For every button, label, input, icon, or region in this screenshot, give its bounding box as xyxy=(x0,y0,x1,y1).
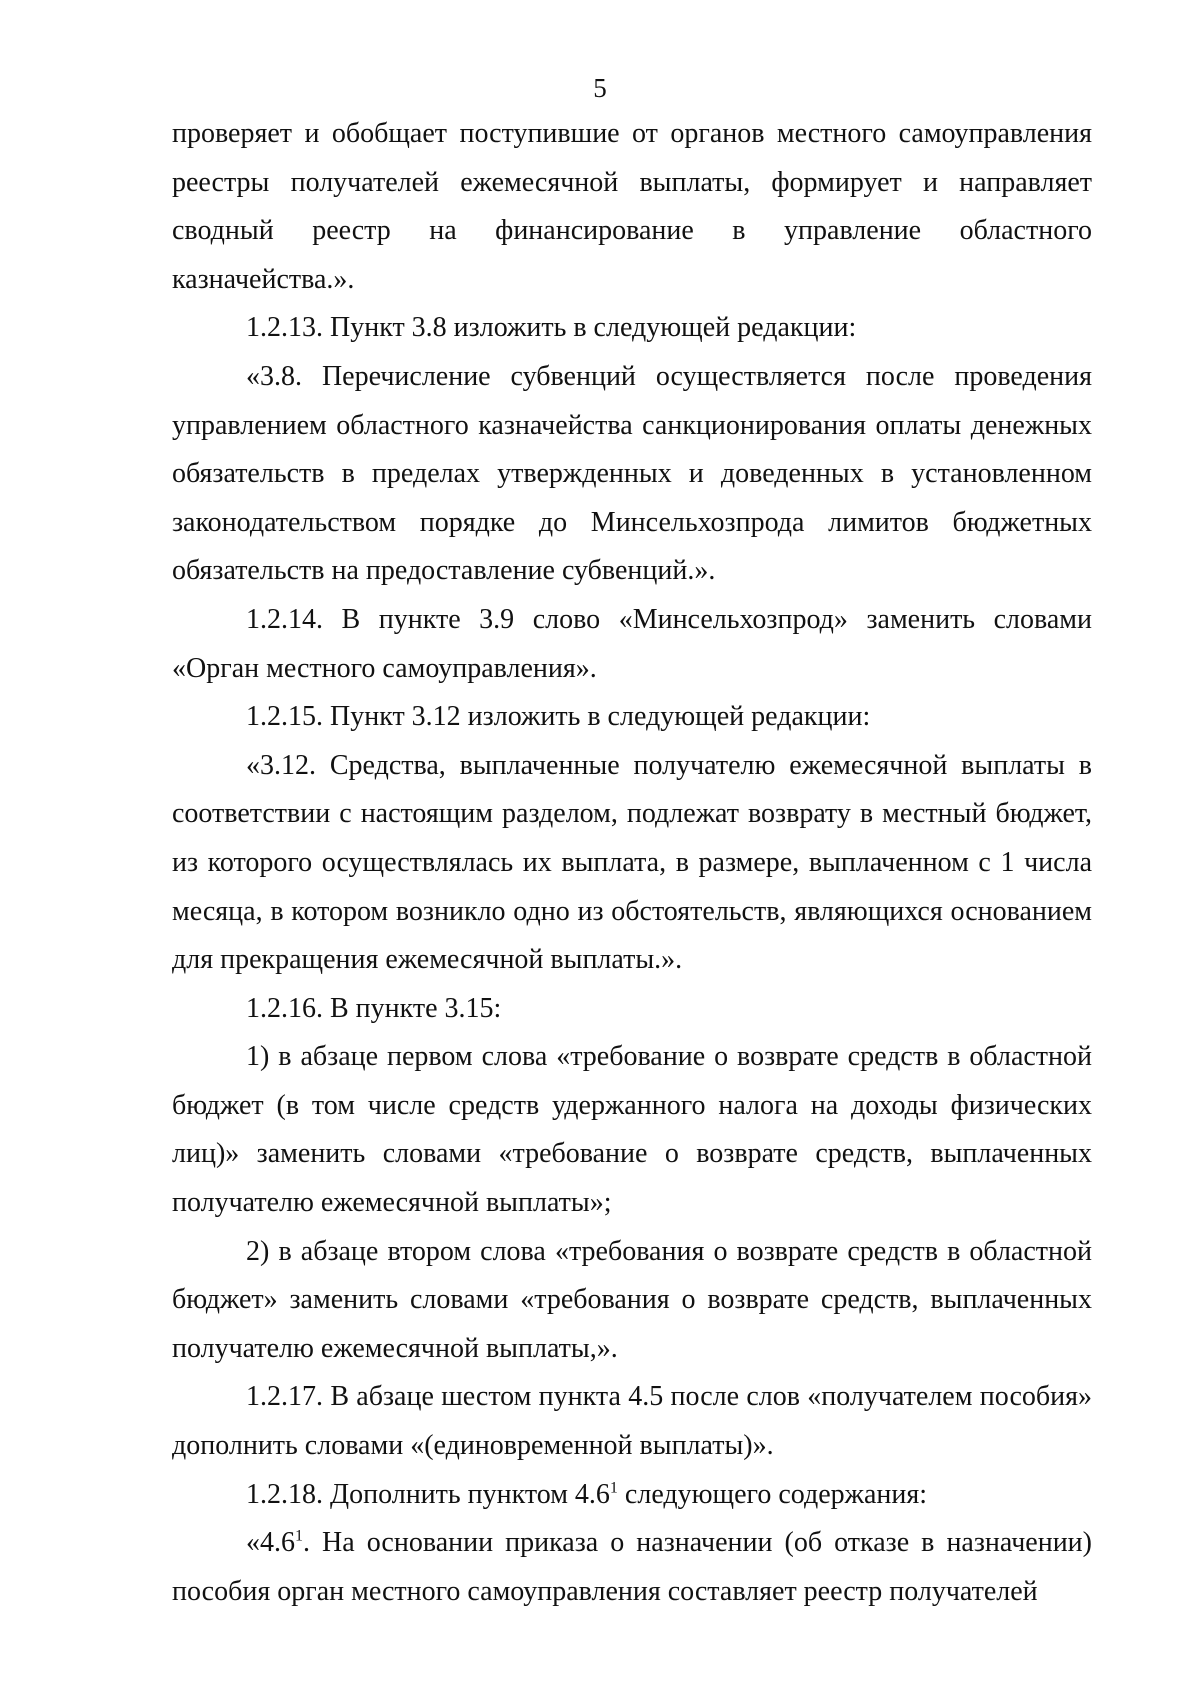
paragraph-1-2-18-text-end: следующего содержания: xyxy=(617,1478,928,1510)
paragraph-quote-3-12: «3.12. Средства, выплаченные получателю ежемесячной выплаты в соответствии с настоящим разделом, подлежат возврату в местный бюджет, из которого осуществлялась их выплата, в размере, выплаченном с 1 числа месяца, в котором возникло одно из обстоятельств, являющихся основанием для прекращения ежемесячной выплаты.». xyxy=(172,749,1092,976)
paragraph-1-2-15: 1.2.15. Пункт 3.12 изложить в следующей редакции: xyxy=(246,701,871,733)
paragraph-1-2-16-item-1: 1) в абзаце первом слова «требование о возврате средств в областной бюджет (в том числе средств удержанного налога на доходы физических лиц)» заменить словами «требование о возврате средств, выплаченных получателю ежемесячной выплаты»; xyxy=(172,1041,1092,1219)
paragraph-4-6-1-text-end: . На основании приказа о назначении (об отказе в назначении) пособия орган местного самоуправления составляет реестр получателей xyxy=(172,1527,1092,1607)
paragraph-1-2-16-item-2: 2) в абзаце втором слова «требования о возврате средств в областной бюджет» заменить словами «требования о возврате средств, выплаченных получателю ежемесячной выплаты,». xyxy=(172,1235,1092,1364)
superscript-1: 1 xyxy=(609,1479,618,1497)
paragraph-1-2-16: 1.2.16. В пункте 3.15: xyxy=(246,992,502,1024)
paragraph-4-6-1-text: «4.6 xyxy=(246,1527,295,1559)
page-number: 5 xyxy=(593,73,607,103)
paragraph-1-2-17: 1.2.17. В абзаце шестом пункта 4.5 после слов «получателем пособия» дополнить словами «(единовременной выплаты)». xyxy=(172,1381,1092,1462)
paragraph-1-2-18-text: 1.2.18. Дополнить пунктом 4.6 xyxy=(246,1478,610,1510)
document-body xyxy=(172,110,1092,1616)
paragraph-1-2-18 xyxy=(172,1471,1092,1520)
paragraph-continuation: проверяет и обобщает поступившие от органов местного самоуправления реестры получателей ежемесячной выплаты, формирует и направляет сводный реестр на финансирование в управление областного казначейства.». xyxy=(172,118,1092,295)
superscript-1: 1 xyxy=(295,1527,303,1545)
paragraph-quote-4-6-1 xyxy=(172,1519,1092,1616)
paragraph-1-2-13: 1.2.13. Пункт 3.8 изложить в следующей редакции: xyxy=(246,312,857,344)
paragraph-quote-3-8: «3.8. Перечисление субвенций осуществляется после проведения управлением областного казначейства санкционирования оплаты денежных обязательств в пределах утвержденных и доведенных в установленном законодательством порядке до Минсельхозпрода лимитов бюджетных обязательств на предоставление субвенций.». xyxy=(172,360,1092,587)
paragraph-1-2-14: 1.2.14. В пункте 3.9 слово «Минсельхозпрод» заменить словами «Орган местного самоуправления». xyxy=(172,603,1092,684)
